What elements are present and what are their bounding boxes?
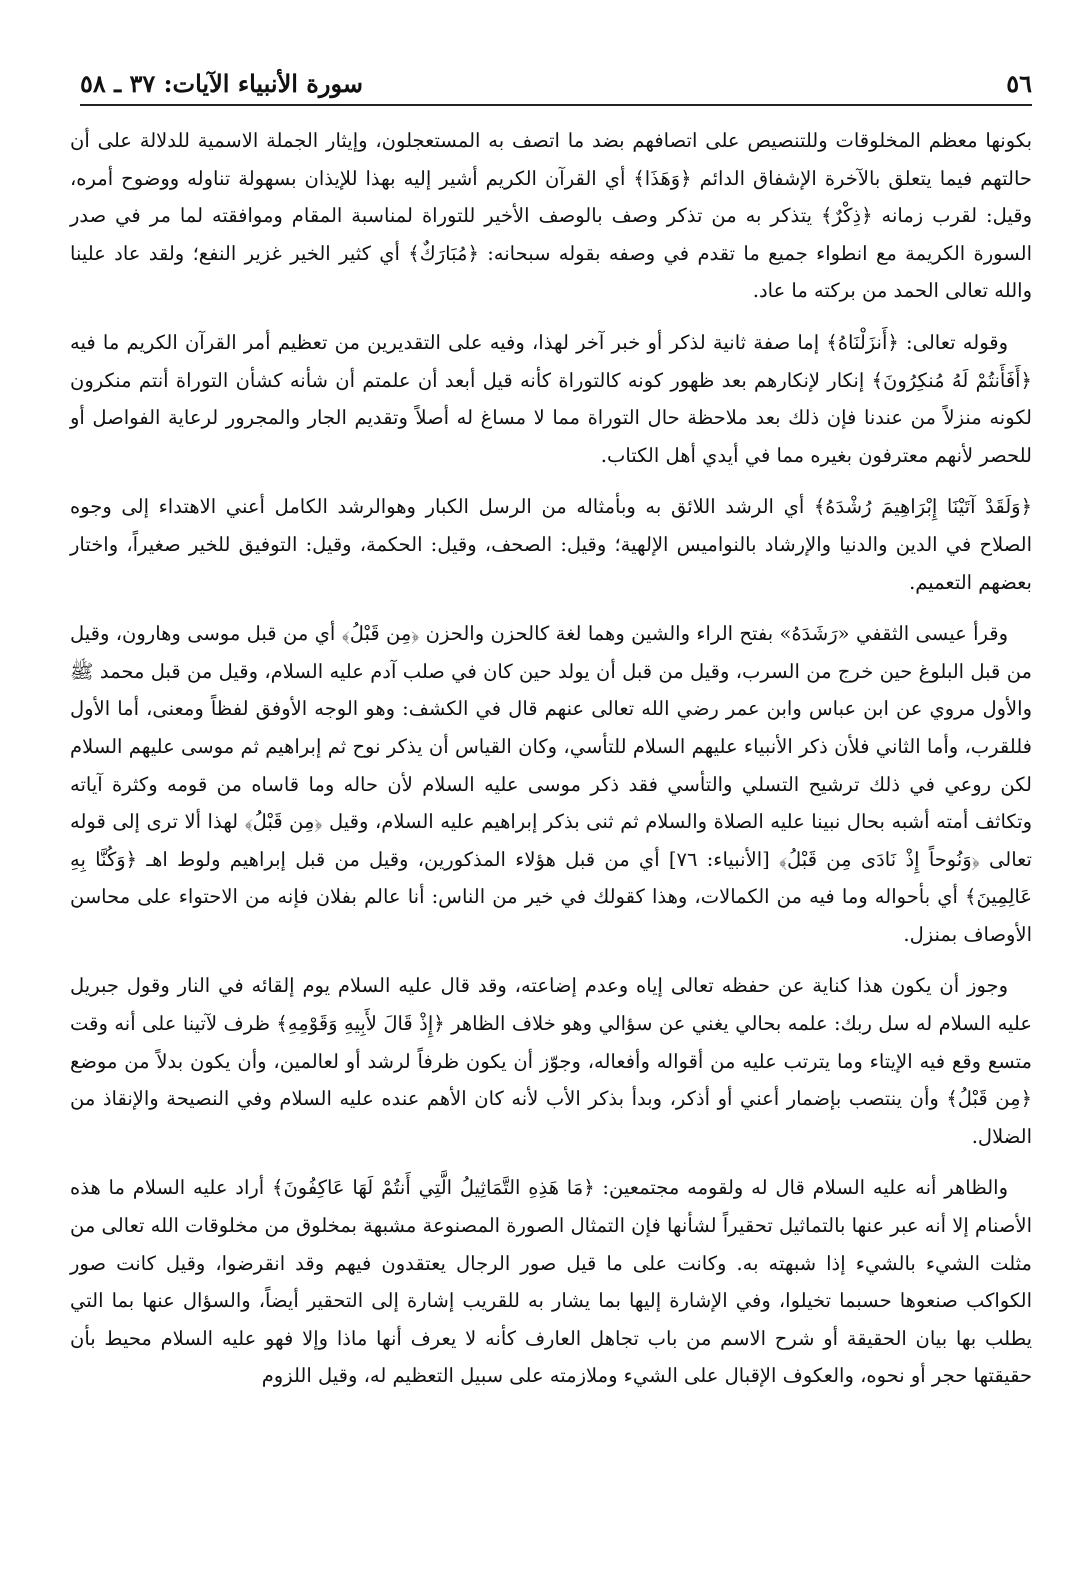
body-text bbox=[70, 122, 1032, 1409]
page-header bbox=[80, 58, 1032, 106]
paragraph: وقوله تعالى: ﴿أَنزَلْنَاهُ﴾ إما صفة ثانية لذكر أو خبر آخر لهذا، وفيه على التقديرين من تعظيم أمر القرآن الكريم ما فيه ﴿أَفَأَنتُمْ لَهُ مُنكِرُونَ﴾ إنكار لإنكارهم بعد ظهور كونه كالتوراة كأنه قيل أبعد أن علمتم أن شأنه كشأن التوراة أنتم منكرون لكونه منزلاً من عندنا فإن ذلك بعد ملاحظة حال التوراة مما لا مساغ له أصلاً وتقديم الجار والمجرور لرعاية الفواصل أو للحصر لأنهم معترفون بغيره مما في أيدي أهل الكتاب. bbox=[70, 330, 1032, 467]
paragraph: ﴿وَلَقَدْ آتَيْنَا إِبْرَاهِيمَ رُشْدَهُ﴾ أي الرشد اللائق به وبأمثاله من الرسل الكبار وهوالرشد الكامل أعني الاهتداء إلى وجوه الصلاح في الدين والدنيا والإرشاد بالنواميس الإلهية؛ وقيل: الصحف، وقيل: الحكمة، وقيل: التوفيق للخير صغيراً، واختار بعضهم التعميم. bbox=[70, 495, 1032, 594]
running-title: سورة الأنبياء الآيات: ٣٧ ـ ٥٨ bbox=[80, 69, 363, 98]
page-number: ٥٦ bbox=[1006, 69, 1032, 98]
paragraph: وقرأ عيسى الثقفي «رَشَدَهُ» بفتح الراء والشين وهما لغة كالحزن والحزن ﴿مِن قَبْلُ﴾ أي من قبل موسى وهارون، وقيل من قبل البلوغ حين خرج من السرب، وقيل من قبل أن يولد حين كان في صلب آدم عليه السلام، وقيل من قبل محمد ﷺ والأول مروي عن ابن عباس وابن عمر رضي الله تعالى عنهم قال في الكشف: وهو الوجه الأوفق لفظاً ومعنى، أما الأول فللقرب، وأما الثاني فلأن ذكر الأنبياء عليهم السلام للتأسي، وكان القياس أن يذكر نوح ثم إبراهيم ثم موسى عليهم السلام لكن روعي في ذلك ترشيح التسلي والتأسي فقد ذكر موسى عليه السلام لأن حاله وما قاساه من قومه وكثرة آياته وتكاثف أمته أشبه بحال نبينا عليه الصلاة والسلام ثم ثنى بذكر إبراهيم عليه السلام، وقيل ﴿مِن قَبْلُ﴾ لهذا ألا ترى إلى قوله تعالى ﴿وَنُوحاً إِذْ نَادَى مِن قَبْلُ﴾ [الأنبياء: ٧٦] أي من قبل هؤلاء المذكورين، وقيل من قبل إبراهيم ولوط اهـ ﴿وَكُنَّا بِهِ عَالِمِينَ﴾ أي بأحواله وما فيه من الكمالات، وهذا كقولك في خير من الناس: أنا عالم بفلان فإنه من الاحتواء على محاسن الأوصاف بمنزل. bbox=[70, 622, 1032, 946]
paragraph: بكونها معظم المخلوقات وللتنصيص على اتصافهم بضد ما اتصف به المستعجلون، وإيثار الجملة الاسمية للدلالة على أن حالتهم فيما يتعلق بالآخرة الإشفاق الدائم ﴿وَهَذَا﴾ أي القرآن الكريم أشير إليه بهذا للإيذان بسهولة تناوله ووضوح أمره، وقيل: لقرب زمانه ﴿ذِكْرٌ﴾ يتذكر به من تذكر وصف بالوصف الأخير للتوراة لمناسبة المقام وموافقته لما مر في صدر السورة الكريمة مع انطواء جميع ما تقدم في وصفه بقوله سبحانه: ﴿مُبَارَكٌ﴾ أي كثير الخير غزير النفع؛ ولقد عاد علينا والله تعالى الحمد من بركته ما عاد. bbox=[70, 129, 1032, 303]
paragraph: وجوز أن يكون هذا كناية عن حفظه تعالى إياه وعدم إضاعته، وقد قال عليه السلام يوم إلقائه في النار وقول جبريل عليه السلام له سل ربك: علمه بحالي يغني عن سؤالي وهو خلاف الظاهر ﴿إِذْ قَالَ لأَبِيهِ وَقَوْمِهِ﴾ ظرف لآتينا على أنه وقت متسع وقع فيه الإيتاء وما يترتب عليه من أقواله وأفعاله، وجوّز أن يكون ظرفاً لرشد أو لعالمين، وأن يكون بدلاً من موضع ﴿مِن قَبْلُ﴾ وأن ينتصب بإضمار أعني أو أذكر، وبدأ بذكر الأب لأنه كان الأهم عنده عليه السلام وفي النصيحة والإنقاذ من الضلال. bbox=[70, 974, 1032, 1148]
paragraph: والظاهر أنه عليه السلام قال له ولقومه مجتمعين: ﴿مَا هَذِهِ التَّمَاثِيلُ الَّتِي أَنتُمْ لَهَا عَاكِفُونَ﴾ أراد عليه السلام ما هذه الأصنام إلا أنه عبر عنها بالتماثيل تحقيراً لشأنها فإن التمثال الصورة المصنوعة مشبهة بمخلوق من مخلوقات الله تعالى من مثلت الشيء بالشيء إذا شبهته به. وكانت على ما قيل صور الرجال يعتقدون فيهم وقد انقرضوا، وقيل كانت صور الكواكب صنعوها حسبما تخيلوا، وفي الإشارة إليها بما يشار به للقريب إشارة إلى التحقير أيضاً، والسؤال عنها بما التي يطلب بها بيان الحقيقة أو شرح الاسم من باب تجاهل العارف كأنه لا يعرف أنها ماذا وإلا فهو عليه السلام محيط بأن حقيقتها حجر أو نحوه، والعكوف الإقبال على الشيء وملازمته على سبيل التعظيم له، وقيل اللزوم bbox=[70, 1176, 1032, 1388]
